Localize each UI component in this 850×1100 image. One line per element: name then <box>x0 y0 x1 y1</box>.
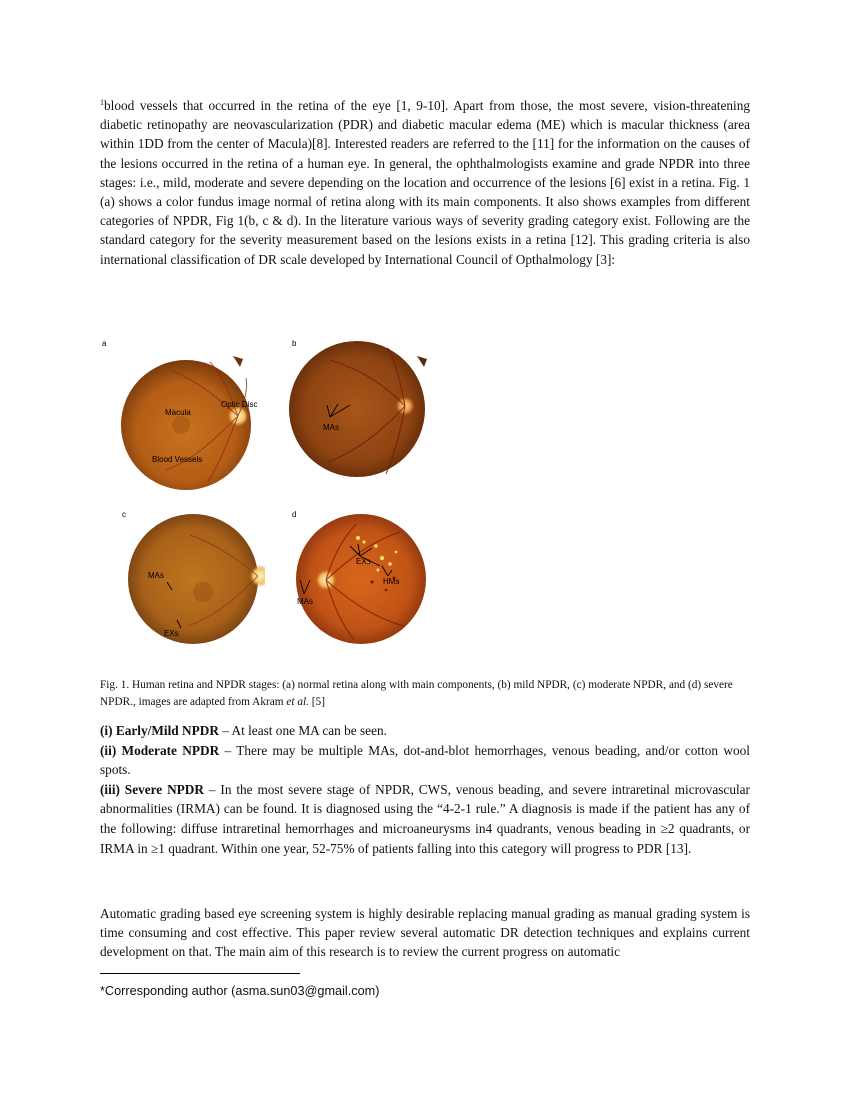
intro-paragraph <box>100 96 750 269</box>
panel-d-severe-npdr <box>270 500 435 665</box>
panel-c-moderate-npdr <box>100 500 265 665</box>
fundus-image-a <box>100 330 265 495</box>
stage-text: – In the most severe stage of NPDR, CWS, venous beading, and severe intraretinal microvascular abnormalities (IRMA) can be found. It is diagnosed using the “4-2-1 rule.” A diagnosis is made if the patient has any of the following: diffuse intraretinal hemorrhages and microaneurysms in4 quadrants, venous beading in ≥2 quadrants, or IRMA in ≥1 quadrant. Within one year, 52-75% of patients falling into this category will progress to PDR [13]. <box>100 781 750 856</box>
panel-b-mild-npdr <box>270 330 435 495</box>
fundus-image-c <box>100 500 265 665</box>
blood-vessels-label: Blood Vessels <box>152 455 203 464</box>
panel-letter: c <box>122 510 126 519</box>
stage-label: (i) Early/Mild NPDR <box>100 723 219 738</box>
corresponding-author-footnote: *Corresponding author (asma.sun03@gmail.com) <box>100 984 380 998</box>
exs-label: EXs <box>356 557 371 566</box>
exs-label: EXs <box>164 629 179 638</box>
mas-label: MAs <box>323 423 339 432</box>
mas-label: MAs <box>148 571 164 580</box>
mas-label: MAs <box>297 597 313 606</box>
figure-1 <box>100 330 430 660</box>
fundus-image-d <box>270 500 435 665</box>
panel-letter: b <box>292 339 297 348</box>
npdr-stages-list <box>100 721 750 858</box>
footnote-marker: 1 <box>100 98 104 107</box>
stage-label: (iii) Severe NPDR <box>100 781 205 797</box>
panel-letter: d <box>292 510 297 519</box>
stage-text: – At least one MA can be seen. <box>218 723 387 738</box>
stage-text: – There may be multiple MAs, dot-and-blot hemorrhages, venous beading, and/or cotton wool spots. <box>100 742 750 778</box>
figure-caption: Fig. 1. Human retina and NPDR stages: (a) normal retina along with main components, (b) mild NPDR, (c) moderate NPDR, and (d) severe NPDR., images are adapted from Akram et al. [5] <box>100 679 733 708</box>
macula-label: Macula <box>165 408 191 417</box>
panel-letter: a <box>102 339 107 348</box>
conclusion-paragraph: Automatic grading based eye screening system is highly desirable replacing manual grading as manual grading system is time consuming and cost effective. This paper review several automatic DR detection techniques and explains current development on that. The main aim of this research is to review the current progress on automatic <box>100 906 750 960</box>
intro-text: blood vessels that occurred in the retina of the eye [1, 9-10]. Apart from those, the most severe, vision-threatening diabetic retinopathy are neovascularization (PDR) and diabetic macular edema (ME) which is macular thickness (area within 1DD from the center of Macula)[8]. Interested readers are referred to the [11] for the information on the causes of the lesions occurred in the retina of a human eye. In general, the ophthalmologists examine and grade NPDR into three stages: i.e., mild, moderate and severe depending on the location and occurrence of the lesions [6] exist in a retina. Fig. 1 (a) shows a color fundus image normal of retina along with its main components. It also shows examples from different categories of NPDR, Fig 1(b, c & d). In the literature various ways of severity grading category exist. Following are the standard category for the severity measurement based on the lesions exists in a retina [12]. This grading criteria is also international classification of DR scale developed by International Council of Opthalmology [3]: <box>100 98 750 267</box>
stage-item <box>100 741 750 780</box>
panel-a-normal-retina <box>100 330 265 495</box>
stage-item <box>100 721 750 741</box>
optic-disc-label: Optic Disc <box>221 400 258 409</box>
stage-label: (ii) Moderate NPDR <box>100 742 220 758</box>
stage-item <box>100 780 750 858</box>
hms-label: HMs <box>383 577 400 586</box>
fundus-image-b <box>270 330 435 495</box>
footnote-divider <box>100 973 300 974</box>
